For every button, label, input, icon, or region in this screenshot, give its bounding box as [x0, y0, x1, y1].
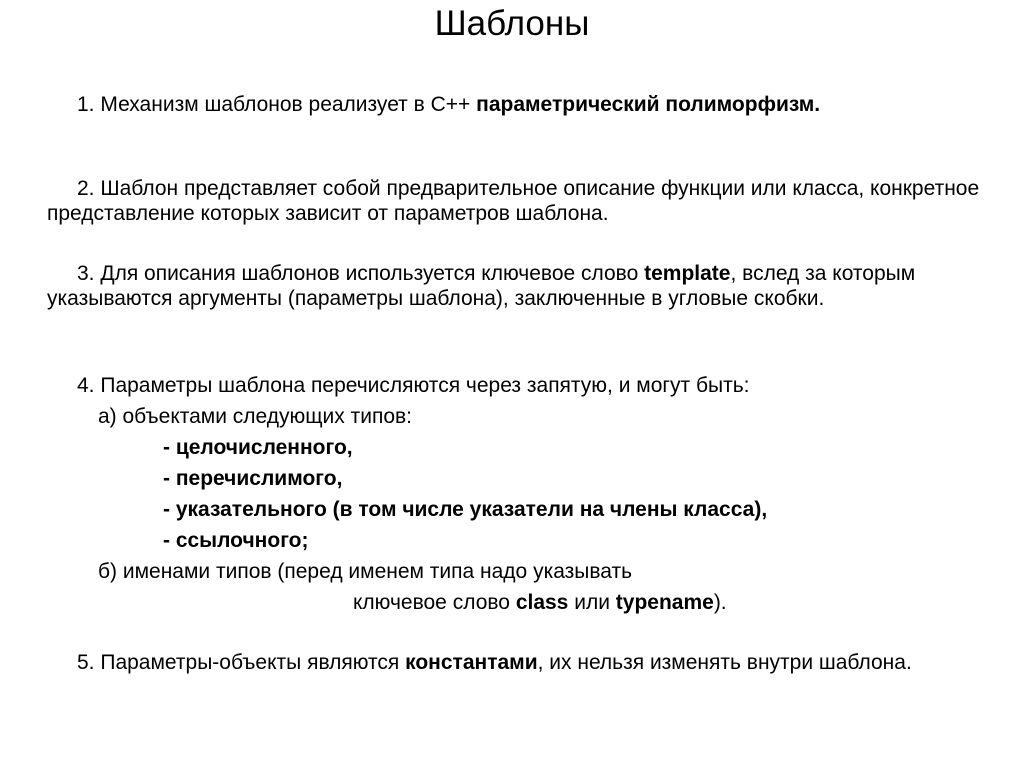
b-cont-text-2: или — [568, 591, 616, 614]
paragraph-4-b-continuation — [353, 590, 727, 615]
paragraph-4-intro: 4. Параметры шаблона перечисляются через запятую, и могут быть: — [77, 374, 750, 397]
keyword-typename: typename — [615, 591, 714, 614]
paragraph-5 — [47, 650, 992, 675]
list-item: - перечислимого, — [163, 467, 343, 490]
b-cont-text-1: ключевое слово — [353, 591, 516, 614]
list-item: - целочисленного, — [163, 436, 353, 459]
list-item: - указательного (в том числе указатели на члены класса), — [163, 498, 768, 521]
paragraph-3-text-after: , вслед за которым указываются аргументы (параметры шаблона), заключенные в угловые скобки. — [47, 262, 916, 310]
slide-title: Шаблоны — [434, 4, 590, 43]
paragraph-5-text-before: 5. Параметры-объекты являются — [77, 651, 406, 674]
paragraph-3 — [47, 261, 992, 311]
keyword-class: class — [515, 591, 569, 614]
b-cont-text-3: ). — [713, 591, 727, 614]
paragraph-1 — [47, 92, 992, 117]
paragraph-2-text: 2. Шаблон представляет собой предварительное описание функции или класса, конкретное представление которых зависит от параметров шаблона. — [47, 177, 980, 225]
paragraph-3-text-before: 3. Для описания шаблонов используется ключевое слово — [77, 262, 645, 285]
keyword-template: template — [644, 262, 731, 285]
paragraph-5-bold: константами — [405, 651, 538, 674]
paragraph-5-text-after: , их нельзя изменять внутри шаблона. — [537, 651, 912, 674]
list-item: - ссылочного; — [163, 529, 309, 552]
paragraph-2 — [47, 176, 992, 226]
paragraph-1-bold: параметрический полиморфизм. — [476, 93, 821, 116]
paragraph-4-a-label: а) объектами следующих типов: — [98, 405, 413, 428]
paragraph-1-text: 1. Механизм шаблонов реализует в С++ — [77, 93, 477, 116]
paragraph-4-b-label: б) именами типов (перед именем типа надо указывать — [98, 560, 633, 583]
